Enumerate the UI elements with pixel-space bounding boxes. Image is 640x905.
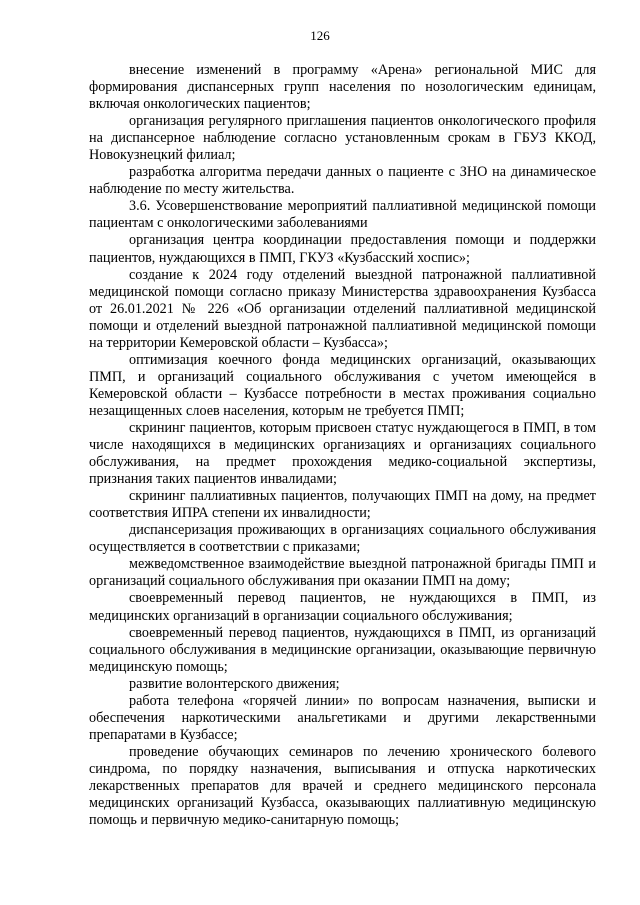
paragraph-seminars: проведение обучающих семинаров по лечению хронического болевого синдрома, по порядку назначения, выписывания и отпуска наркотических лекарственных препаратов для врачей и среднего медицинского персонала медицинских организаций Кузбасса, оказывающих паллиативную медицинскую помощь и первичную медико-санитарную помощь;: [89, 743, 596, 829]
section-heading-3-6: 3.6. Усовершенствование мероприятий паллиативной медицинской помощи пациентам с онкологическими заболеваниями: [89, 198, 596, 232]
paragraph-data-transfer: разработка алгоритма передачи данных о пациенте с ЗНО на динамическое наблюдение по месту жительства.: [89, 164, 596, 198]
paragraph-dispensarization: диспансеризация проживающих в организациях социального обслуживания осуществляется в соответствии с приказами;: [89, 522, 596, 556]
paragraph-invitation: организация регулярного приглашения пациентов онкологического профиля на диспансерное наблюдение согласно установленным срокам в ГБУЗ ККОД, Новокузнецкий филиал;: [89, 113, 596, 164]
paragraph-interagency: межведомственное взаимодействие выездной патронажной бригады ПМП и организаций социального обслуживания при оказании ПМП на дому;: [89, 556, 596, 590]
paragraph-screening-status: скрининг пациентов, которым присвоен статус нуждающегося в ПМП, в том числе находящихся в медицинских организациях и организациях социального обслуживания, на предмет прохождения медико-социальной экспертизы, признания таких пациентов инвалидами;: [89, 419, 596, 488]
paragraph-transfer-out: своевременный перевод пациентов, не нуждающихся в ПМП, из медицинских организаций в организации социального обслуживания;: [89, 590, 596, 624]
paragraph-bed-optimization: оптимизация коечного фонда медицинских организаций, оказывающих ПМП, и организаций социального обслуживания с учетом имеющейся в Кемеровской области – Кузбассе потребности в местах проживания социально незащищенных слоев населения, которым не требуется ПМП;: [89, 351, 596, 419]
paragraph-volunteers: развитие волонтерского движения;: [129, 675, 340, 692]
paragraph-transfer-in: своевременный перевод пациентов, нуждающихся в ПМП, из организаций социального обслуживания в медицинские организации, оказывающие первичную медицинскую помощь;: [89, 624, 596, 675]
paragraph-outreach-units: создание к 2024 году отделений выездной патронажной паллиативной медицинской помощи согласно приказу Министерства здравоохранения Кузбасса от 26.01.2021 № 226 «Об организации отделений паллиативной медицинской помощи и отделений выездной патронажной паллиативной медицинской помощи на территории Кемеровской области – Кузбасса»;: [89, 266, 596, 351]
paragraph-screening-ipra: скрининг паллиативных пациентов, получающих ПМП на дому, на предмет соответствия ИПРА степени их инвалидности;: [89, 488, 596, 522]
paragraph-coordination-center: организация центра координации предоставления помощи и поддержки пациентов, нуждающихся в ПМП, ГКУЗ «Кузбасский хоспис»;: [89, 232, 596, 266]
paragraph-arena-mis: внесение изменений в программу «Арена» региональной МИС для формирования диспансерных групп населения по нозологическим единицам, включая онкологических пациентов;: [89, 62, 596, 113]
document-body: [89, 62, 596, 829]
page-number: 126: [310, 28, 330, 43]
paragraph-hotline: работа телефона «горячей линии» по вопросам назначения, выписки и обеспечения наркотическими анальгетиками и другими лекарственными препаратами в Кузбассе;: [89, 692, 596, 743]
